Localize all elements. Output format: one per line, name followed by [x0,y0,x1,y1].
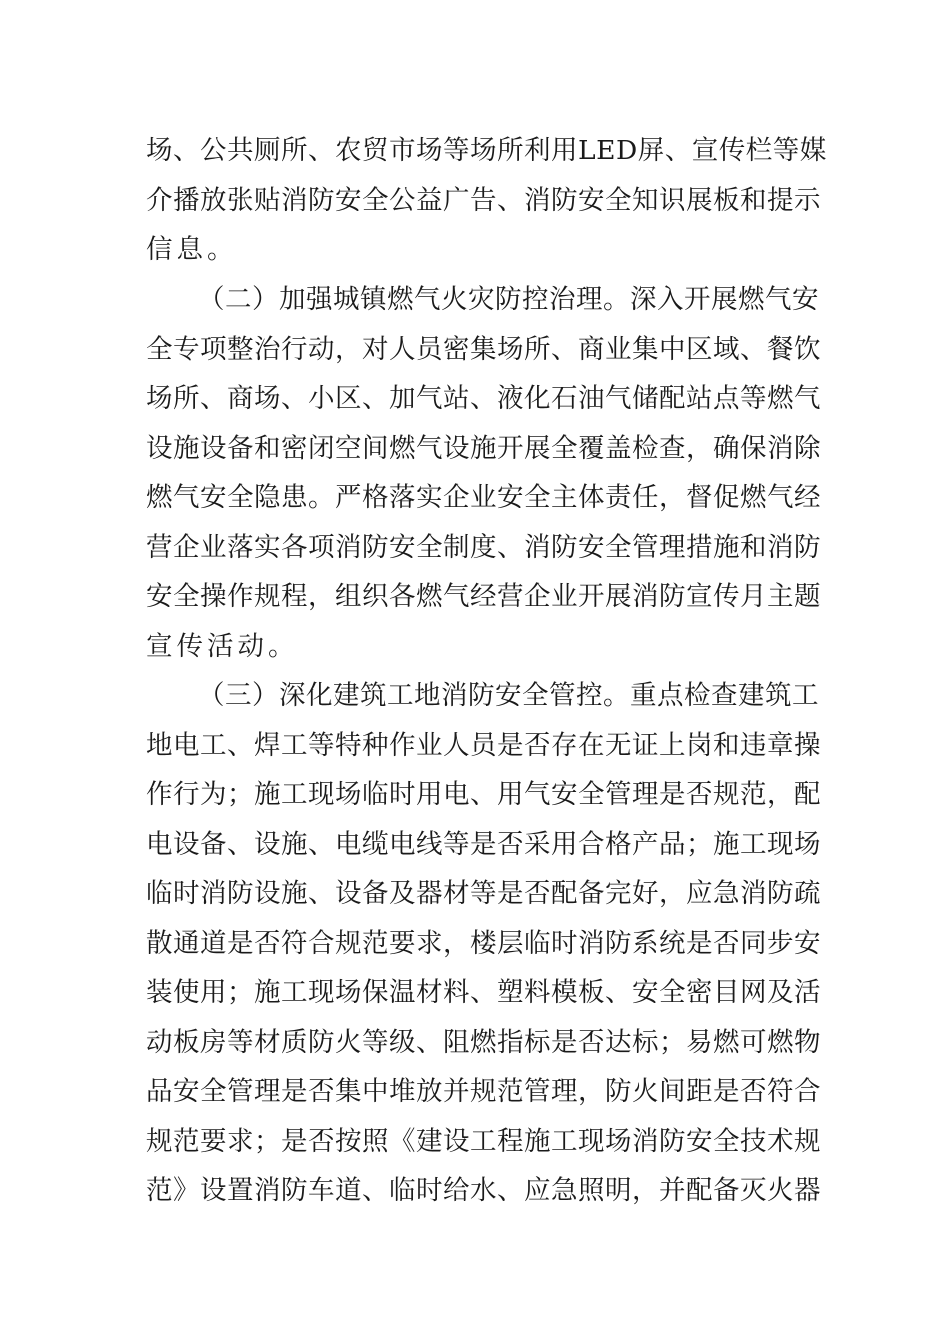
text-line: 场、公共厕所、农贸市场等场所利用LED屏、宣传栏等媒 [146,135,827,166]
text-line: 安全操作规程，组织各燃气经营企业开展消防宣传月主题 [146,581,821,612]
text-line: 范》设置消防车道、临时给水、应急照明，并配备灭火器 [146,1175,821,1206]
section-heading-line: （二）加强城镇燃气火灾防控治理。深入开展燃气安 [198,284,819,315]
text-line: 宣传活动。 [146,631,299,662]
section-heading-line: （三）深化建筑工地消防安全管控。重点检查建筑工 [198,680,819,711]
text-line: 设施设备和密闭空间燃气设施开展全覆盖检查，确保消除 [146,433,821,464]
text-line: 规范要求；是否按照《建设工程施工现场消防安全技术规 [146,1126,821,1157]
text-line: 燃气安全隐患。严格落实企业安全主体责任，督促燃气经 [146,482,821,513]
text-line: 散通道是否符合规范要求，楼层临时消防系统是否同步安 [146,928,821,959]
text-line: 动板房等材质防火等级、阻燃指标是否达标；易燃可燃物 [146,1027,821,1058]
text-line: 临时消防设施、设备及器材等是否配备完好，应急消防疏 [146,878,821,909]
text-line: 电设备、设施、电缆电线等是否采用合格产品；施工现场 [146,829,821,860]
text-line: 作行为；施工现场临时用电、用气安全管理是否规范，配 [146,779,821,810]
text-line: 营企业落实各项消防安全制度、消防安全管理措施和消防 [146,532,821,563]
text-line: 装使用；施工现场保温材料、塑料模板、安全密目网及活 [146,977,821,1008]
text-line: 全专项整治行动，对人员密集场所、商业集中区域、餐饮 [146,334,821,365]
text-line: 场所、商场、小区、加气站、液化石油气储配站点等燃气 [146,383,821,414]
text-line: 介播放张贴消防安全公益广告、消防安全知识展板和提示 [146,185,821,216]
text-line: 信息。 [146,234,238,265]
text-line: 品安全管理是否集中堆放并规范管理，防火间距是否符合 [146,1076,821,1107]
text-line: 地电工、焊工等特种作业人员是否存在无证上岗和违章操 [146,730,821,761]
